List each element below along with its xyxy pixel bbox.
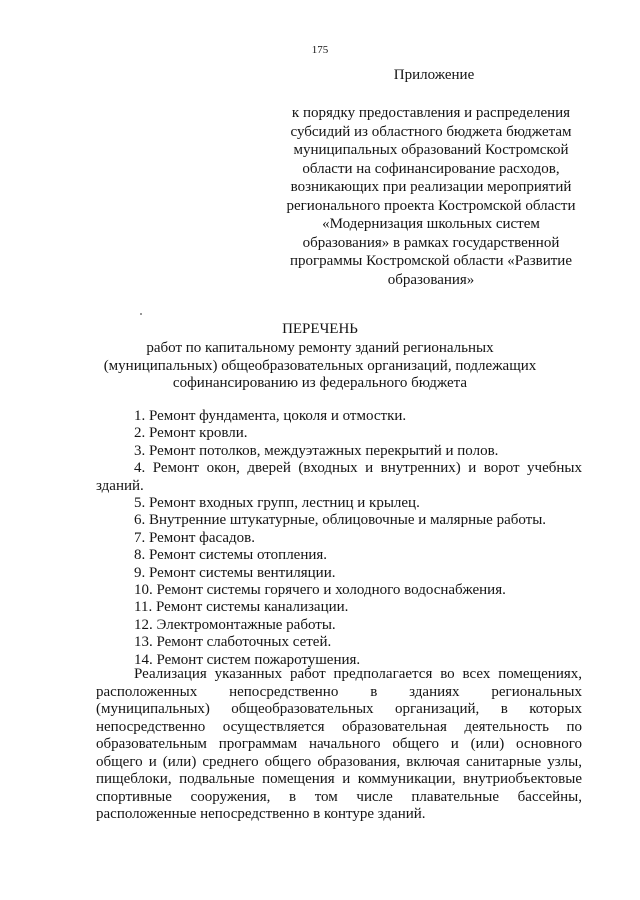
list-item-text: 10. Ремонт системы горячего и холодного водоснабжения. bbox=[134, 582, 506, 599]
list-item bbox=[96, 495, 582, 512]
list-item bbox=[96, 565, 582, 582]
appendix-line: образования» в рамках государственной bbox=[302, 234, 560, 251]
paragraph-line: расположенные непосредственно в контуре зданий. bbox=[96, 806, 426, 822]
document-subtitle bbox=[0, 340, 640, 393]
subtitle-line: (муниципальных) общеобразовательных организаций, подлежащих bbox=[103, 357, 537, 374]
list-item bbox=[96, 530, 582, 547]
list-item-text: 6. Внутренние штукатурные, облицовочные и малярные работы. bbox=[134, 512, 547, 529]
document-title: ПЕРЕЧЕНЬ bbox=[282, 321, 358, 337]
list-item bbox=[96, 582, 582, 599]
appendix-line: возникающих при реализации мероприятий bbox=[290, 179, 572, 195]
list-item-text: 13. Ремонт слаботочных сетей. bbox=[134, 634, 332, 651]
list-item-text: 4. Ремонт окон, дверей (входных и внутренних) и ворот учебных bbox=[134, 460, 582, 477]
list-item bbox=[96, 443, 582, 460]
appendix-line: программы Костромской области «Развитие bbox=[289, 253, 572, 269]
appendix-line: муниципальных образований Костромской bbox=[293, 142, 569, 158]
body-paragraph bbox=[96, 666, 582, 824]
appendix-line: образования» bbox=[387, 271, 475, 288]
appendix-title: Приложение bbox=[393, 67, 475, 83]
list-item bbox=[96, 617, 582, 634]
list-item-text: 7. Ремонт фасадов. bbox=[134, 529, 255, 546]
paragraph-line: пищеблоки, подвальные помещения и коммуникации, внутриобъектовые bbox=[96, 771, 582, 787]
subtitle-line: работ по капитальному ремонту зданий региональных bbox=[146, 340, 494, 356]
appendix-description bbox=[265, 104, 597, 289]
list-item bbox=[96, 547, 582, 564]
list-item-text: 5. Ремонт входных групп, лестниц и крылец. bbox=[134, 495, 420, 512]
appendix-line: области на софинансирование расходов, bbox=[302, 160, 560, 177]
paragraph-line: спортивные сооружения, в том числе плавательные бассейны, bbox=[96, 788, 582, 805]
scan-speck bbox=[140, 313, 142, 315]
appendix-line: к порядку предоставления и распределения bbox=[291, 105, 571, 121]
paragraph-line: образовательным программам начального общего и (или) основного bbox=[96, 736, 582, 752]
list-item-continuation: зданий. bbox=[96, 477, 144, 494]
work-list bbox=[96, 408, 582, 669]
paragraph-line: расположенных непосредственно в зданиях региональных bbox=[96, 683, 582, 700]
list-item-text: 11. Ремонт системы канализации. bbox=[134, 599, 349, 616]
paragraph-line: непосредственно осуществляется образовательная деятельность по bbox=[96, 718, 582, 735]
page-number: 175 bbox=[311, 44, 329, 56]
list-item bbox=[96, 460, 582, 495]
list-item-text: 1. Ремонт фундамента, цоколя и отмостки. bbox=[134, 408, 407, 424]
appendix-line: «Модернизация школьных систем bbox=[322, 216, 540, 232]
list-item bbox=[96, 634, 582, 651]
paragraph-line: общего и (или) среднего общего образования, включая санитарные узлы, bbox=[96, 753, 582, 770]
list-item-text: 14. Ремонт систем пожаротушения. bbox=[134, 651, 361, 668]
appendix-line: субсидий из областного бюджета бюджетам bbox=[290, 123, 572, 140]
list-item-text: 8. Ремонт системы отопления. bbox=[134, 547, 328, 564]
subtitle-line: софинансированию из федерального бюджета bbox=[172, 375, 468, 391]
list-item bbox=[96, 425, 582, 442]
list-item bbox=[96, 599, 582, 616]
list-item bbox=[96, 512, 582, 529]
list-item-text: 12. Электромонтажные работы. bbox=[134, 616, 336, 633]
list-item-text: 2. Ремонт кровли. bbox=[134, 425, 248, 442]
list-item bbox=[96, 408, 582, 425]
appendix-line: регионального проекта Костромской области bbox=[286, 197, 576, 214]
list-item-text: 9. Ремонт системы вентиляции. bbox=[134, 564, 336, 581]
list-item-text: 3. Ремонт потолков, междуэтажных перекрытий и полов. bbox=[134, 442, 499, 459]
paragraph-line: (муниципальных) общеобразовательных организаций, в которых bbox=[96, 701, 582, 717]
paragraph-line: Реализация указанных работ предполагается во всех помещениях, bbox=[134, 666, 582, 682]
